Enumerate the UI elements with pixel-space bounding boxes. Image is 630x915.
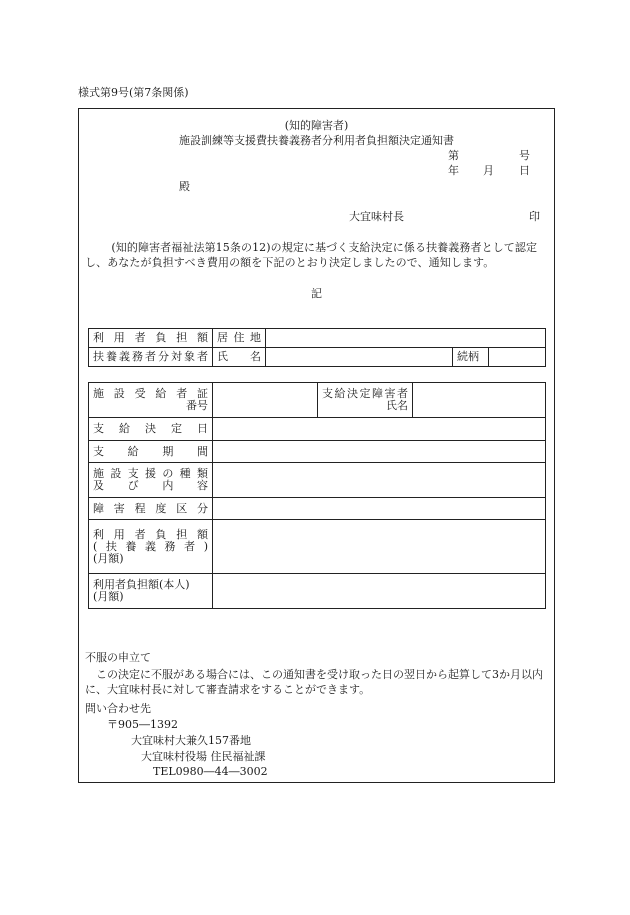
table-row [89,574,546,609]
table-row [89,348,546,367]
degree-label: 障害程度区分 [89,498,213,520]
burden-label-a: 利用者負担額 [93,527,208,541]
burden-label [89,520,213,574]
contact-tel: TEL0980―44―3002 [153,765,268,778]
document-title: 施設訓練等支援費扶養義務者分利用者負担額決定通知書 [179,134,454,147]
facility-cert-label [89,383,213,418]
self-burden-label-b: (月額) [93,590,124,603]
decision-date-label: 支給決定日 [89,418,213,441]
notice-body: (知的障害者福祉法第15条の12)の規定に基づく支給決定に係る扶養義務者として認定し、あなたが負担すべき費用の額を下記のとおり決定しましたので、通知します。 [85,241,538,269]
table-row [89,418,546,441]
support-label [89,463,213,498]
disabled-person-label-b: 氏名 [386,399,408,412]
table-row [89,329,546,348]
burden-label-bottom: 扶養義務者分対象者 [89,348,213,367]
table-row [89,441,546,463]
notice-frame [78,108,555,783]
ki-heading: 記 [311,287,322,300]
table-row [89,498,546,520]
issuer-name: 大宜味村長 [349,210,404,223]
burden-label-top: 利用者負担額 [89,329,213,348]
period-label: 支給期間 [89,441,213,463]
self-burden-field[interactable] [213,574,546,609]
support-label-a: 施設支援の種類 [93,467,208,480]
date-year-label: 年 [448,164,459,177]
seal-mark: 印 [529,210,540,223]
number-prefix: 第 [448,149,459,162]
period-field[interactable] [213,441,546,463]
burden-label-b: (扶養義務者) [93,539,208,553]
burden-field[interactable] [213,520,546,574]
burden-label-c: (月額) [93,551,124,565]
disabled-person-label [318,383,413,418]
facility-cert-label-b: 番号 [186,399,208,412]
table-row [89,463,546,498]
table-row [89,520,546,574]
disabled-person-label-a: 支給決定障害者 [322,387,408,400]
address-label: 居住地 [213,329,266,348]
facility-cert-field[interactable] [213,383,318,418]
self-burden-label [89,574,213,609]
date-day-label: 日 [519,164,530,177]
contact-address: 大宜味村大兼久157番地 [131,734,251,747]
objection-heading: 不服の申立て [85,651,151,664]
contact-office: 大宜味村役場 住民福祉課 [141,750,266,763]
table-row [89,383,546,418]
address-field[interactable] [266,329,546,348]
degree-field[interactable] [213,498,546,520]
support-label-b: 及び内容 [93,479,208,492]
addressee-honorific: 殿 [179,180,190,193]
date-month-label: 月 [483,164,494,177]
number-suffix: 号 [519,149,530,162]
decision-date-field[interactable] [213,418,546,441]
support-field[interactable] [213,463,546,498]
disabled-person-field[interactable] [413,383,546,418]
benefit-table [88,382,546,609]
name-field[interactable] [266,348,453,367]
contact-heading: 問い合わせ先 [85,702,151,715]
contact-zip: 〒905―1392 [107,718,178,731]
name-label: 氏名 [213,348,266,367]
form-number: 様式第9号(第7条関係) [78,86,189,99]
self-burden-label-a: 利用者負担額(本人) [93,578,190,591]
relation-label: 続柄 [453,348,489,367]
category-label: (知的障害者) [284,119,349,132]
dependent-table [88,328,546,367]
objection-text: この決定に不服がある場合には、この通知書を受け取った日の翌日から起算して3か月以内に、大宜味村長に対して審査請求をすることができます。 [85,668,543,696]
relation-field[interactable] [489,348,546,367]
facility-cert-label-a: 施設受給者証 [93,387,208,400]
